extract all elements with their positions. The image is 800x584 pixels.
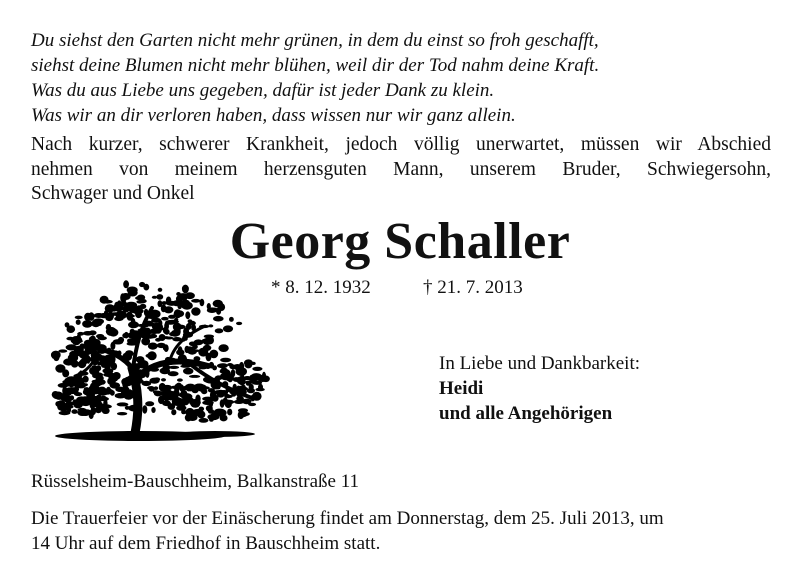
- funeral-line: Die Trauerfeier vor der Einäscherung findet am Donnerstag, dem 25. Juli 2013, um: [31, 508, 664, 529]
- birth-date: * 8. 12. 1932: [271, 277, 371, 298]
- funeral-notice: [31, 507, 771, 556]
- intro-line: Schwager und Onkel: [31, 183, 195, 204]
- intro-line: nehmen von meinem herzensguten Mann, unserem Bruder, Schwiegersohn,: [31, 158, 771, 180]
- tree-icon: [40, 268, 280, 443]
- intro-text: [31, 133, 771, 207]
- poem-line: Was wir an dir verloren haben, dass wissen nur wir ganz allein.: [31, 105, 516, 126]
- poem: [31, 28, 599, 128]
- intro-line: Nach kurzer, schwerer Krankheit, jedoch völlig unerwartet, müssen wir Abschied: [31, 134, 771, 155]
- mourners-family: und alle Angehörigen: [439, 403, 613, 424]
- mourners-block: [439, 351, 640, 426]
- funeral-line: 14 Uhr auf dem Friedhof in Bauschheim statt.: [31, 532, 381, 554]
- poem-line: Du siehst den Garten nicht mehr grünen, in dem du einst so froh geschafft,: [31, 30, 599, 51]
- mourner-name: Heidi: [439, 378, 484, 399]
- poem-line: siehst deine Blumen nicht mehr blühen, weil dir der Tod nahm deine Kraft.: [31, 55, 600, 76]
- address: Rüsselsheim-Bauschheim, Balkanstraße 11: [31, 471, 360, 492]
- poem-line: Was du aus Liebe uns gegeben, dafür ist jeder Dank zu klein.: [31, 80, 495, 101]
- death-date: † 21. 7. 2013: [423, 277, 523, 298]
- deceased-name: Georg Schaller: [229, 213, 571, 270]
- mourners-heading: In Liebe und Dankbarkeit:: [439, 353, 641, 374]
